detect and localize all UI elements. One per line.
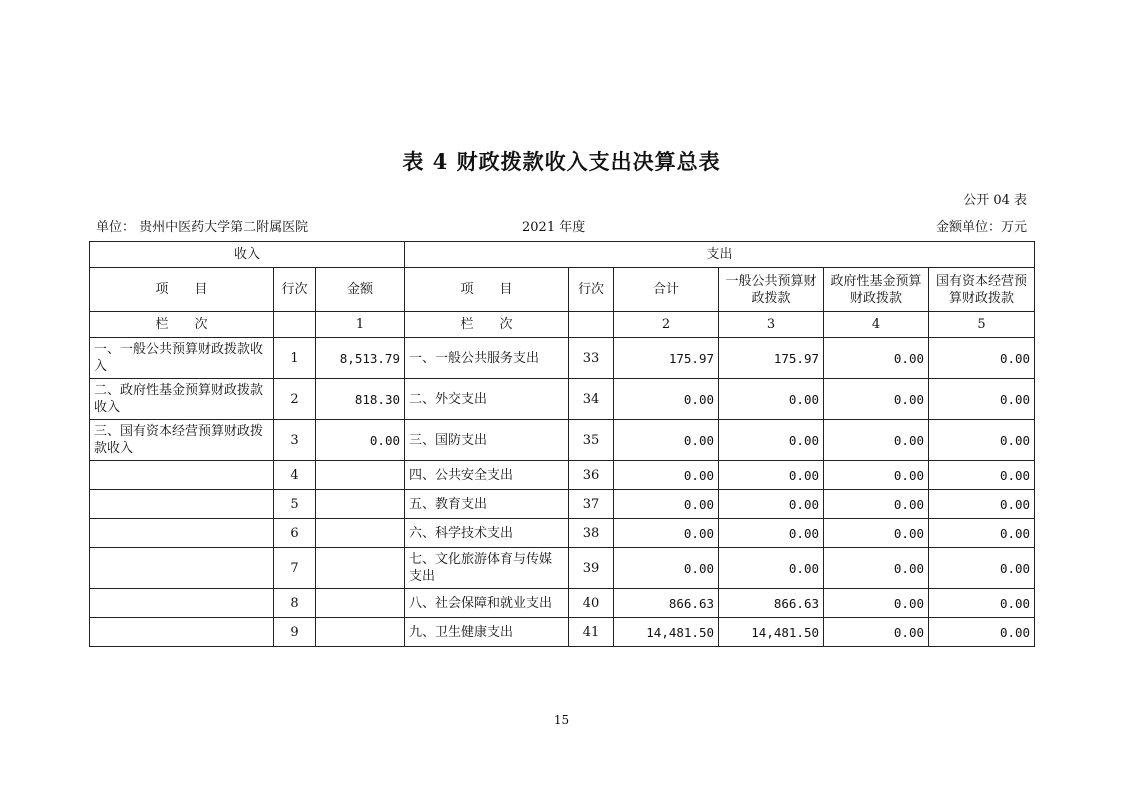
income-row-no: 8 (274, 589, 316, 618)
page-title: 表 4 财政拨款收入支出决算总表 (402, 149, 721, 174)
unit-label: 单位： 贵州中医药大学第二附属医院 (96, 220, 309, 235)
expense-general-budget: 0.00 (719, 379, 824, 420)
expense-general-budget: 0.00 (719, 490, 824, 519)
table-row (90, 519, 1035, 548)
expense-state-capital: 0.00 (929, 461, 1035, 490)
expense-row-no: 34 (569, 379, 614, 420)
expense-total: 0.00 (614, 461, 719, 490)
col-income-item: 项 目 (90, 268, 274, 312)
col-income-row-no: 行次 (274, 268, 316, 312)
income-item (90, 589, 274, 618)
expense-total: 175.97 (614, 338, 719, 379)
income-item (90, 461, 274, 490)
budget-table (89, 241, 1035, 647)
expense-total: 0.00 (614, 490, 719, 519)
income-amount (316, 519, 405, 548)
col-general-budget: 一般公共预算财政拨款 (719, 268, 824, 312)
form-number: 公开 04 表 (963, 193, 1027, 208)
income-amount (316, 618, 405, 647)
expense-gov-fund: 0.00 (824, 618, 929, 647)
expense-state-capital: 0.00 (929, 338, 1035, 379)
idx-gov-fund: 4 (824, 312, 929, 338)
expense-total: 0.00 (614, 420, 719, 461)
expense-general-budget: 0.00 (719, 420, 824, 461)
col-income-amount: 金额 (316, 268, 405, 312)
expense-state-capital: 0.00 (929, 490, 1035, 519)
expense-item: 七、文化旅游体育与传媒支出 (405, 548, 569, 589)
expense-row-no: 33 (569, 338, 614, 379)
column-index-row (90, 312, 1035, 338)
income-amount: 818.30 (316, 379, 405, 420)
expense-state-capital: 0.00 (929, 420, 1035, 461)
expense-row-no: 40 (569, 589, 614, 618)
col-gov-fund: 政府性基金预算财政拨款 (824, 268, 929, 312)
table-row (90, 379, 1035, 420)
expense-gov-fund: 0.00 (824, 589, 929, 618)
income-row-no: 1 (274, 338, 316, 379)
expense-item: 二、外交支出 (405, 379, 569, 420)
expense-row-no: 37 (569, 490, 614, 519)
empty-cell (569, 312, 614, 338)
expense-total: 0.00 (614, 519, 719, 548)
expense-gov-fund: 0.00 (824, 379, 929, 420)
idx-income-amount: 1 (316, 312, 405, 338)
page-number: 15 (553, 713, 570, 727)
empty-cell (274, 312, 316, 338)
expense-gov-fund: 0.00 (824, 420, 929, 461)
expense-state-capital: 0.00 (929, 589, 1035, 618)
expense-state-capital: 0.00 (929, 519, 1035, 548)
income-item (90, 490, 274, 519)
income-amount (316, 490, 405, 519)
expense-general-budget: 866.63 (719, 589, 824, 618)
income-amount (316, 589, 405, 618)
income-row-no: 7 (274, 548, 316, 589)
expense-row-no: 41 (569, 618, 614, 647)
income-row-no: 4 (274, 461, 316, 490)
expense-row-no: 35 (569, 420, 614, 461)
income-item: 二、政府性基金预算财政拨款收入 (90, 379, 274, 420)
income-amount (316, 548, 405, 589)
table-row (90, 490, 1035, 519)
income-amount (316, 461, 405, 490)
column-header-row (90, 268, 1035, 312)
table-row (90, 548, 1035, 589)
expense-row-no: 38 (569, 519, 614, 548)
section-header-row (90, 242, 1035, 268)
table-row (90, 461, 1035, 490)
expense-general-budget: 175.97 (719, 338, 824, 379)
expense-item: 五、教育支出 (405, 490, 569, 519)
income-item (90, 618, 274, 647)
expense-item: 一、一般公共服务支出 (405, 338, 569, 379)
idx-total: 2 (614, 312, 719, 338)
expense-header: 支出 (405, 242, 1035, 268)
income-row-no: 9 (274, 618, 316, 647)
table-row (90, 618, 1035, 647)
table-row (90, 420, 1035, 461)
income-item (90, 548, 274, 589)
expense-general-budget: 0.00 (719, 548, 824, 589)
expense-total: 0.00 (614, 548, 719, 589)
expense-item: 三、国防支出 (405, 420, 569, 461)
expense-state-capital: 0.00 (929, 379, 1035, 420)
col-state-capital: 国有资本经营预算财政拨款 (929, 268, 1035, 312)
expense-general-budget: 0.00 (719, 519, 824, 548)
expense-gov-fund: 0.00 (824, 490, 929, 519)
expense-item: 四、公共安全支出 (405, 461, 569, 490)
income-lan-ci: 栏 次 (90, 312, 274, 338)
income-row-no: 2 (274, 379, 316, 420)
income-item (90, 519, 274, 548)
expense-general-budget: 14,481.50 (719, 618, 824, 647)
expense-gov-fund: 0.00 (824, 548, 929, 589)
expense-general-budget: 0.00 (719, 461, 824, 490)
expense-lan-ci: 栏 次 (405, 312, 569, 338)
expense-state-capital: 0.00 (929, 548, 1035, 589)
income-row-no: 6 (274, 519, 316, 548)
col-expense-row-no: 行次 (569, 268, 614, 312)
col-total: 合计 (614, 268, 719, 312)
income-item: 一、一般公共预算财政拨款收入 (90, 338, 274, 379)
expense-item: 六、科学技术支出 (405, 519, 569, 548)
expense-total: 866.63 (614, 589, 719, 618)
idx-general-budget: 3 (719, 312, 824, 338)
expense-gov-fund: 0.00 (824, 519, 929, 548)
expense-row-no: 39 (569, 548, 614, 589)
income-amount: 8,513.79 (316, 338, 405, 379)
fiscal-year: 2021 年度 (522, 220, 586, 235)
amount-unit: 金额单位：万元 (935, 220, 1027, 235)
income-header: 收入 (90, 242, 405, 268)
expense-gov-fund: 0.00 (824, 461, 929, 490)
income-amount: 0.00 (316, 420, 405, 461)
income-row-no: 3 (274, 420, 316, 461)
idx-state-capital: 5 (929, 312, 1035, 338)
table-row (90, 338, 1035, 379)
income-row-no: 5 (274, 490, 316, 519)
col-expense-item: 项 目 (405, 268, 569, 312)
expense-gov-fund: 0.00 (824, 338, 929, 379)
expense-item: 八、社会保障和就业支出 (405, 589, 569, 618)
expense-total: 14,481.50 (614, 618, 719, 647)
table-row (90, 589, 1035, 618)
expense-item: 九、卫生健康支出 (405, 618, 569, 647)
income-item: 三、国有资本经营预算财政拨款收入 (90, 420, 274, 461)
expense-total: 0.00 (614, 379, 719, 420)
expense-row-no: 36 (569, 461, 614, 490)
expense-state-capital: 0.00 (929, 618, 1035, 647)
